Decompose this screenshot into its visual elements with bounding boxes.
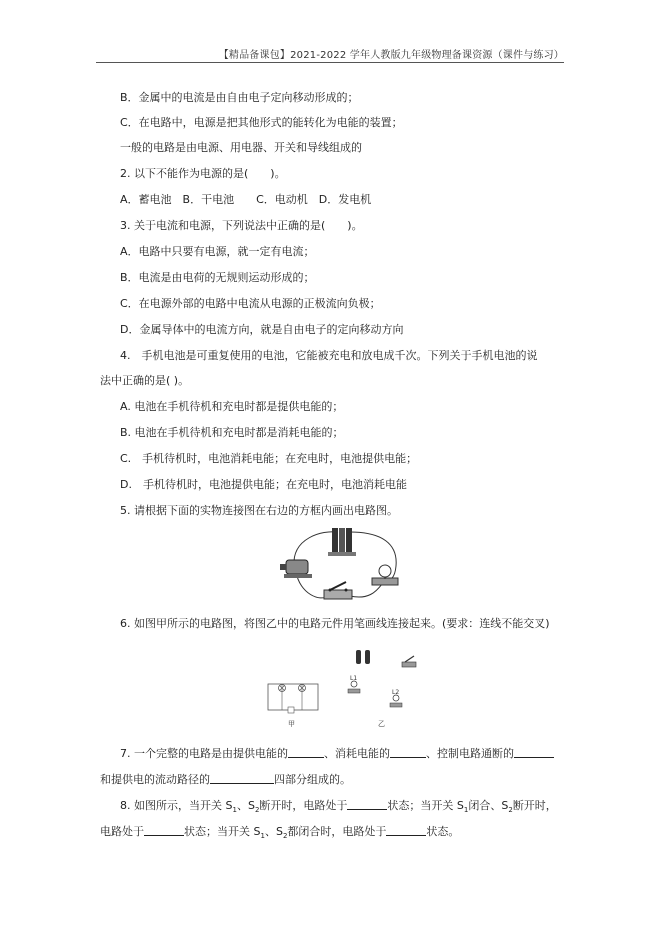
q8-sub-5: 1 — [260, 832, 265, 841]
q8-sub-3: 1 — [463, 806, 469, 815]
yi-bulb-l1-icon — [348, 681, 360, 693]
q8-sub-2: 2 — [254, 806, 260, 815]
question-8-line2 — [100, 823, 459, 840]
q6-circuit-figure — [262, 644, 422, 730]
option-d-q1: 一般的电路是由电源、用电器、开关和导线组成的 — [120, 141, 362, 154]
option-b-q3: B．电流是由电荷的无规则运动形成的； — [120, 271, 315, 284]
question-8-line1 — [120, 797, 557, 814]
option-a-q3: A．电路中只要有电源，就一定有电流； — [120, 245, 315, 258]
q8-sub-6: 2 — [282, 832, 288, 841]
question-3: 3. 关于电流和电源，下列说法中正确的是( )。 — [120, 219, 363, 232]
q7-text-5: 四部分组成的。 — [274, 773, 351, 786]
option-b-q4: B. 电池在手机待机和充电时都是消耗电能的； — [120, 426, 344, 439]
label-yi: 乙 — [378, 720, 385, 728]
q7-blank-2[interactable] — [390, 746, 426, 758]
q8-text-7: 电路处于 — [100, 825, 144, 838]
yi-bulb-l2-icon — [390, 695, 402, 707]
option-a-q4: A. 电池在手机待机和充电时都是提供电能的； — [120, 400, 344, 413]
q7-text-2: 、消耗电能的 — [324, 747, 390, 760]
label-l1: L1 — [350, 675, 358, 682]
q7-text-1: 7. 一个完整的电路是由提供电能的 — [120, 747, 288, 760]
q8-blank-3[interactable] — [386, 824, 426, 836]
option-d-q4: D. 手机待机时，电池提供电能；在充电时，电池消耗电能 — [120, 478, 407, 491]
switch-icon — [324, 582, 352, 599]
yi-battery-icon — [356, 650, 370, 664]
page-header: 【精品备课包】2021-2022 学年人教版九年级物理备课资源（课件与练习） — [218, 50, 564, 61]
header-rule — [96, 62, 564, 63]
yi-switch-icon — [402, 656, 416, 667]
jia-schematic — [268, 684, 318, 713]
label-jia: 甲 — [288, 720, 295, 728]
motor-icon — [280, 560, 312, 578]
q8-text-11: 状态。 — [426, 825, 460, 838]
question-7-line1 — [120, 745, 554, 761]
q8-text-6: 断开时， — [512, 799, 557, 812]
q8-sub-4: 2 — [508, 806, 513, 815]
q8-text-1: 8. 如图所示，当开关 S — [120, 799, 233, 812]
question-7-line2 — [100, 771, 351, 787]
q8-text-9: 、S — [264, 825, 283, 838]
question-6: 6. 如图甲所示的电路图，将图乙中的电路元件用笔画线连接起来。(要求：连线不能交叉) — [120, 617, 550, 630]
q5-circuit-figure — [272, 526, 404, 606]
q8-sub-1: 1 — [232, 806, 237, 815]
question-4-line1: 4. 手机电池是可重复使用的电池，它能被充电和放电成千次。下列关于手机电池的说 — [120, 349, 538, 362]
q8-text-2: 、S — [236, 799, 255, 812]
label-l2: L2 — [392, 689, 400, 696]
q8-text-10: 都闭合时，电路处于 — [287, 825, 387, 838]
q8-text-8: 状态；当开关 S — [184, 825, 261, 838]
question-5: 5. 请根据下面的实物连接图在右边的方框内画出电路图。 — [120, 504, 398, 517]
question-2: 2. 以下不能作为电源的是( )。 — [120, 167, 286, 180]
q8-text-4: 状态；当开关 S — [387, 799, 464, 812]
option-c-q3: C．在电源外部的电路中电流从电源的正极流向负极； — [120, 297, 381, 310]
question-4-line2: 法中正确的是( )。 — [100, 374, 190, 387]
question-2-options: A．蓄电池 B．干电池 C．电动机 D．发电机 — [120, 193, 372, 206]
q8-blank-1[interactable] — [347, 798, 387, 810]
q7-text-3: 、控制电路通断的 — [426, 747, 514, 760]
q7-blank-3[interactable] — [514, 746, 554, 758]
q8-blank-2[interactable] — [144, 824, 184, 836]
battery-icon — [328, 528, 356, 556]
q8-text-5: 闭合、S — [468, 799, 509, 812]
option-c-q1: C．在电路中，电源是把其他形式的能转化为电能的装置； — [120, 116, 403, 129]
option-d-q3: D．金属导体中的电流方向，就是自由电子的定向移动方向 — [120, 323, 404, 336]
q7-blank-4[interactable] — [210, 772, 274, 784]
q7-text-4: 和提供电的流动路径的 — [100, 773, 210, 786]
q7-blank-1[interactable] — [288, 746, 324, 758]
q8-text-3: 断开时，电路处于 — [259, 799, 348, 812]
option-b-q1: B．金属中的电流是由自由电子定向移动形成的； — [120, 91, 359, 104]
option-c-q4: C. 手机待机时，电池消耗电能；在充电时，电池提供电能； — [120, 452, 418, 465]
